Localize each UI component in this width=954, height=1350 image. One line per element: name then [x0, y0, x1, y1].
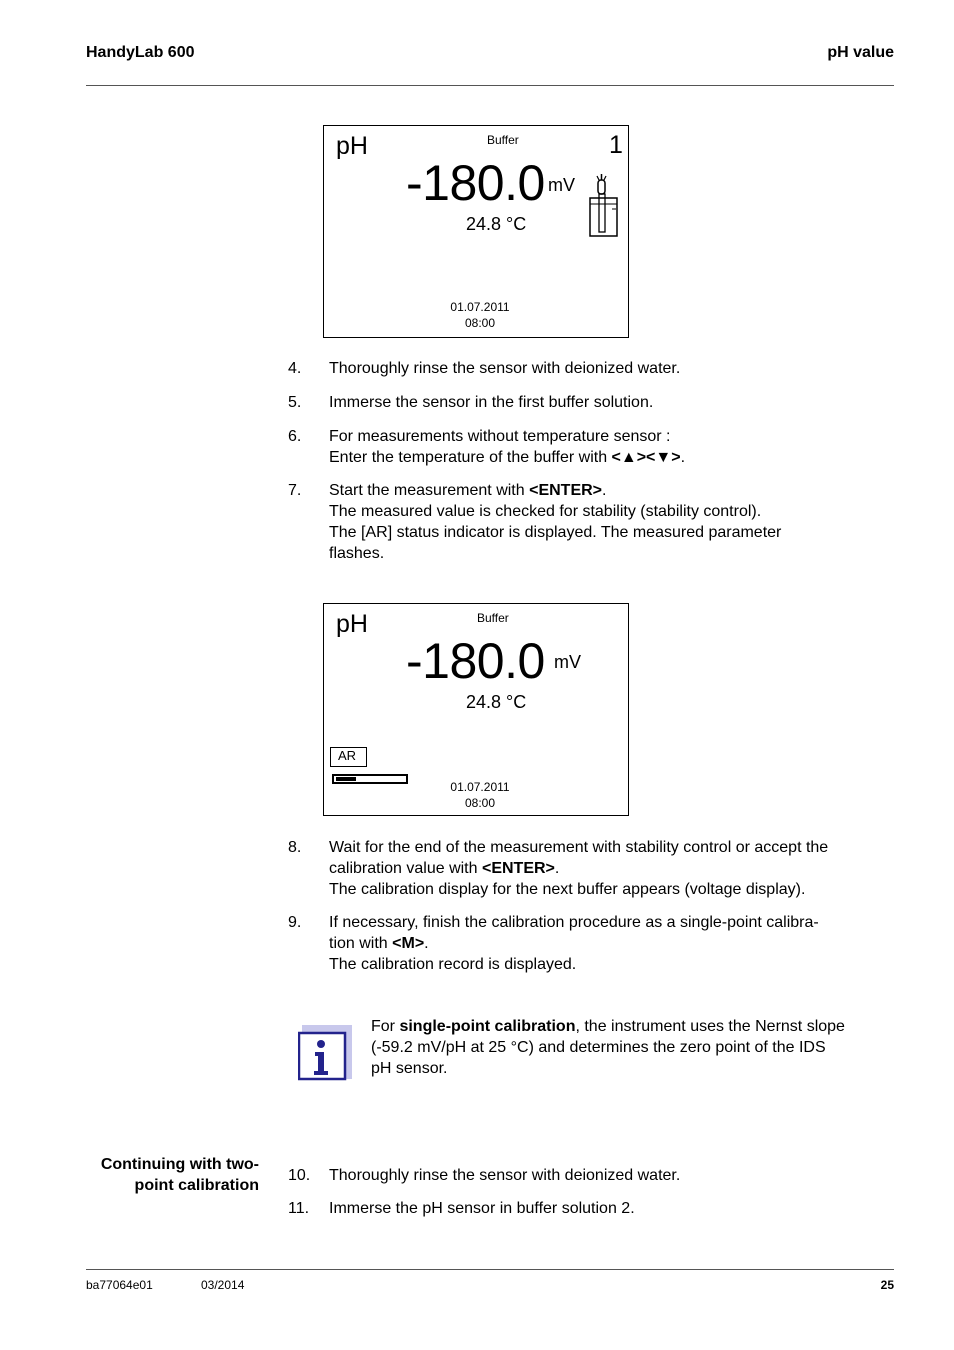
step-number: 11. — [288, 1200, 310, 1217]
step-number: 5. — [288, 394, 302, 411]
step-number: 8. — [288, 839, 302, 856]
step-text: Thoroughly rinse the sensor with deionized water. — [329, 1167, 681, 1184]
step-text: For measurements without temperature sensor : — [329, 428, 671, 445]
step-text: Wait for the end of the measurement with stability control or accept the — [329, 839, 829, 856]
display-parameter: pH — [336, 132, 368, 160]
buffer-number: 1 — [609, 131, 623, 159]
display-date: 01.07.2011 — [450, 300, 510, 314]
footer-rule — [86, 1269, 894, 1270]
info-icon — [298, 1025, 352, 1083]
measured-unit: mV — [554, 652, 581, 672]
meter-display-2 — [323, 603, 629, 816]
page-number: 25 — [880, 1278, 894, 1292]
step-text: calibration value with <ENTER>. — [329, 860, 560, 877]
step-text: Thoroughly rinse the sensor with deionized water. — [329, 360, 681, 377]
note-text: pH sensor. — [371, 1060, 448, 1077]
key-arrows: <▲><▼> — [611, 449, 681, 466]
header-rule — [86, 85, 894, 86]
temperature: 24.8 °C — [466, 692, 527, 712]
info-note — [371, 1016, 891, 1079]
header-section: pH value — [827, 44, 894, 61]
step-number: 6. — [288, 428, 302, 445]
step-text: tion with <M>. — [329, 935, 429, 952]
step-text: Start the measurement with <ENTER>. — [329, 482, 607, 499]
footer-doc-id: ba77064e01 — [86, 1278, 153, 1292]
side-heading-line: point calibration — [134, 1177, 259, 1194]
step-text: flashes. — [329, 545, 385, 562]
measured-unit: mV — [548, 175, 575, 195]
step-text: Enter the temperature of the buffer with <▲><▼>. — [329, 449, 686, 466]
note-text: For single-point calibration, the instrument uses the Nernst slope — [371, 1018, 845, 1035]
step-number: 9. — [288, 914, 302, 931]
electrode-in-beaker-icon — [588, 174, 620, 238]
step-number: 4. — [288, 360, 302, 377]
display-time: 08:00 — [464, 796, 496, 810]
step-text: The calibration display for the next buffer appears (voltage display). — [329, 881, 806, 898]
step-text: The measured value is checked for stability (stability control). — [329, 503, 762, 520]
display-mode: Buffer — [487, 133, 519, 147]
footer-date: 03/2014 — [201, 1278, 245, 1292]
step-number: 10. — [288, 1167, 311, 1184]
display-mode: Buffer — [477, 611, 509, 625]
measured-value: -180.0 — [406, 155, 545, 211]
temperature: 24.8 °C — [466, 214, 527, 234]
step-text: Immerse the pH sensor in buffer solution 2. — [329, 1200, 635, 1217]
note-text: (-59.2 mV/pH at 25 °C) and determines the zero point of the IDS — [371, 1039, 826, 1056]
key-m: <M> — [392, 935, 425, 952]
key-enter: <ENTER> — [481, 860, 555, 877]
side-heading — [60, 1154, 259, 1196]
measured-value: -180.0 — [406, 633, 545, 689]
header-title: HandyLab 600 — [86, 44, 195, 61]
step-text: If necessary, finish the calibration procedure as a single-point calibra- — [329, 914, 819, 931]
step-text: The [AR] status indicator is displayed. The measured parameter — [329, 524, 782, 541]
side-heading-line: Continuing with two- — [100, 1156, 259, 1173]
step-text: Immerse the sensor in the first buffer solution. — [329, 394, 654, 411]
display-parameter: pH — [336, 610, 368, 638]
step-text: The calibration record is displayed. — [329, 956, 577, 973]
display-time: 08:00 — [464, 316, 496, 330]
meter-display-1 — [323, 125, 629, 338]
step-number: 7. — [288, 482, 302, 499]
key-enter: <ENTER> — [529, 482, 603, 499]
ar-status-indicator: AR — [330, 747, 367, 767]
display-date: 01.07.2011 — [450, 780, 510, 794]
